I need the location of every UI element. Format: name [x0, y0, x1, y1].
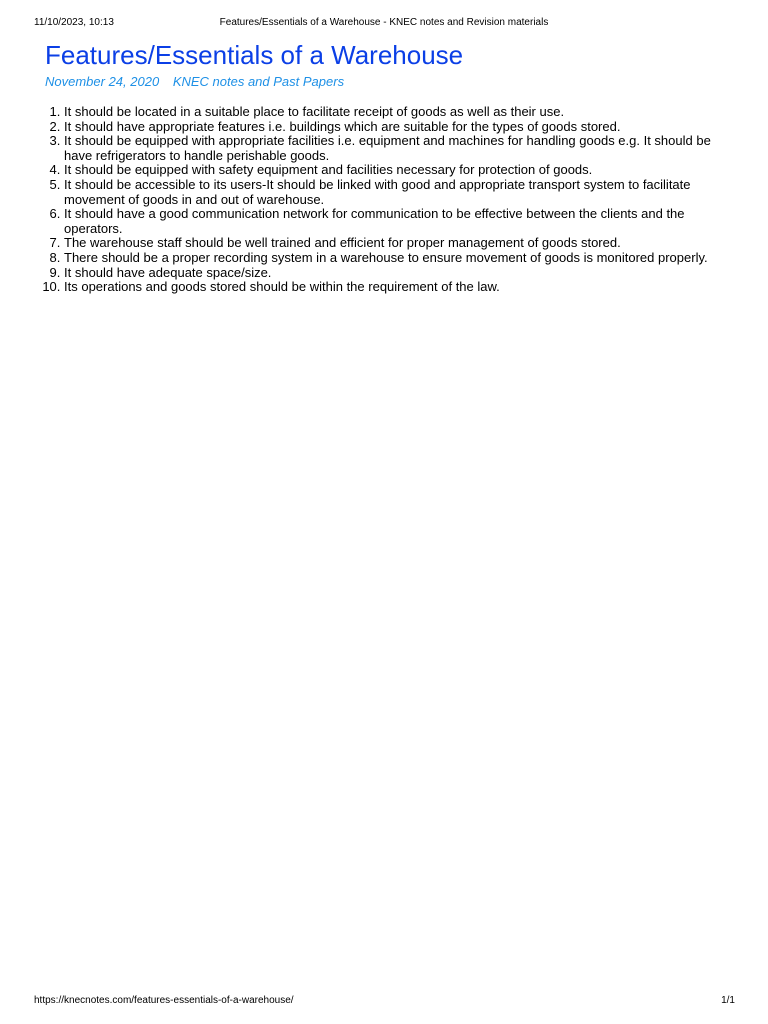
article-category-link[interactable]: KNEC notes and Past Papers: [172, 74, 345, 89]
print-document-title: Features/Essentials of a Warehouse - KNEC notes and Revision materials: [219, 17, 549, 28]
list-item: 8. There should be a proper recording system in a warehouse to ensure movement of goods is monitored properly.: [64, 251, 735, 266]
article-date[interactable]: November 24, 2020: [45, 74, 160, 89]
print-footer: [0, 995, 768, 1007]
list-item: 1. It should be located in a suitable place to facilitate receipt of goods as well as their use.: [64, 105, 735, 120]
article-meta: [45, 74, 735, 90]
print-header: [0, 17, 768, 29]
list-item: 5. It should be accessible to its users-It should be linked with good and appropriate transport system to facilitate movement of goods in and out of warehouse.: [64, 178, 735, 207]
page-indicator: 1/1: [721, 995, 735, 1006]
list-item: 3. It should be equipped with appropriate facilities i.e. equipment and machines for handling goods e.g. It should be have refrigerators to handle perishable goods.: [64, 134, 735, 163]
article: [45, 38, 735, 295]
list-item: 9. It should have adequate space/size.: [64, 266, 735, 281]
list-item: 7. The warehouse staff should be well trained and efficient for proper management of goods stored.: [64, 236, 735, 251]
list-item: 4. It should be equipped with safety equipment and facilities necessary for protection of goods.: [64, 163, 735, 178]
list-item: 2. It should have appropriate features i.e. buildings which are suitable for the types of goods stored.: [64, 120, 735, 135]
print-datetime: 11/10/2023, 10:13: [34, 17, 114, 28]
list-item: 10. Its operations and goods stored should be within the requirement of the law.: [64, 280, 735, 295]
features-list: [45, 105, 735, 295]
list-item: 6. It should have a good communication network for communication to be effective between the clients and the operators.: [64, 207, 735, 236]
article-title: Features/Essentials of a Warehouse: [45, 40, 464, 70]
page-url: https://knecnotes.com/features-essentials-of-a-warehouse/: [34, 995, 294, 1006]
